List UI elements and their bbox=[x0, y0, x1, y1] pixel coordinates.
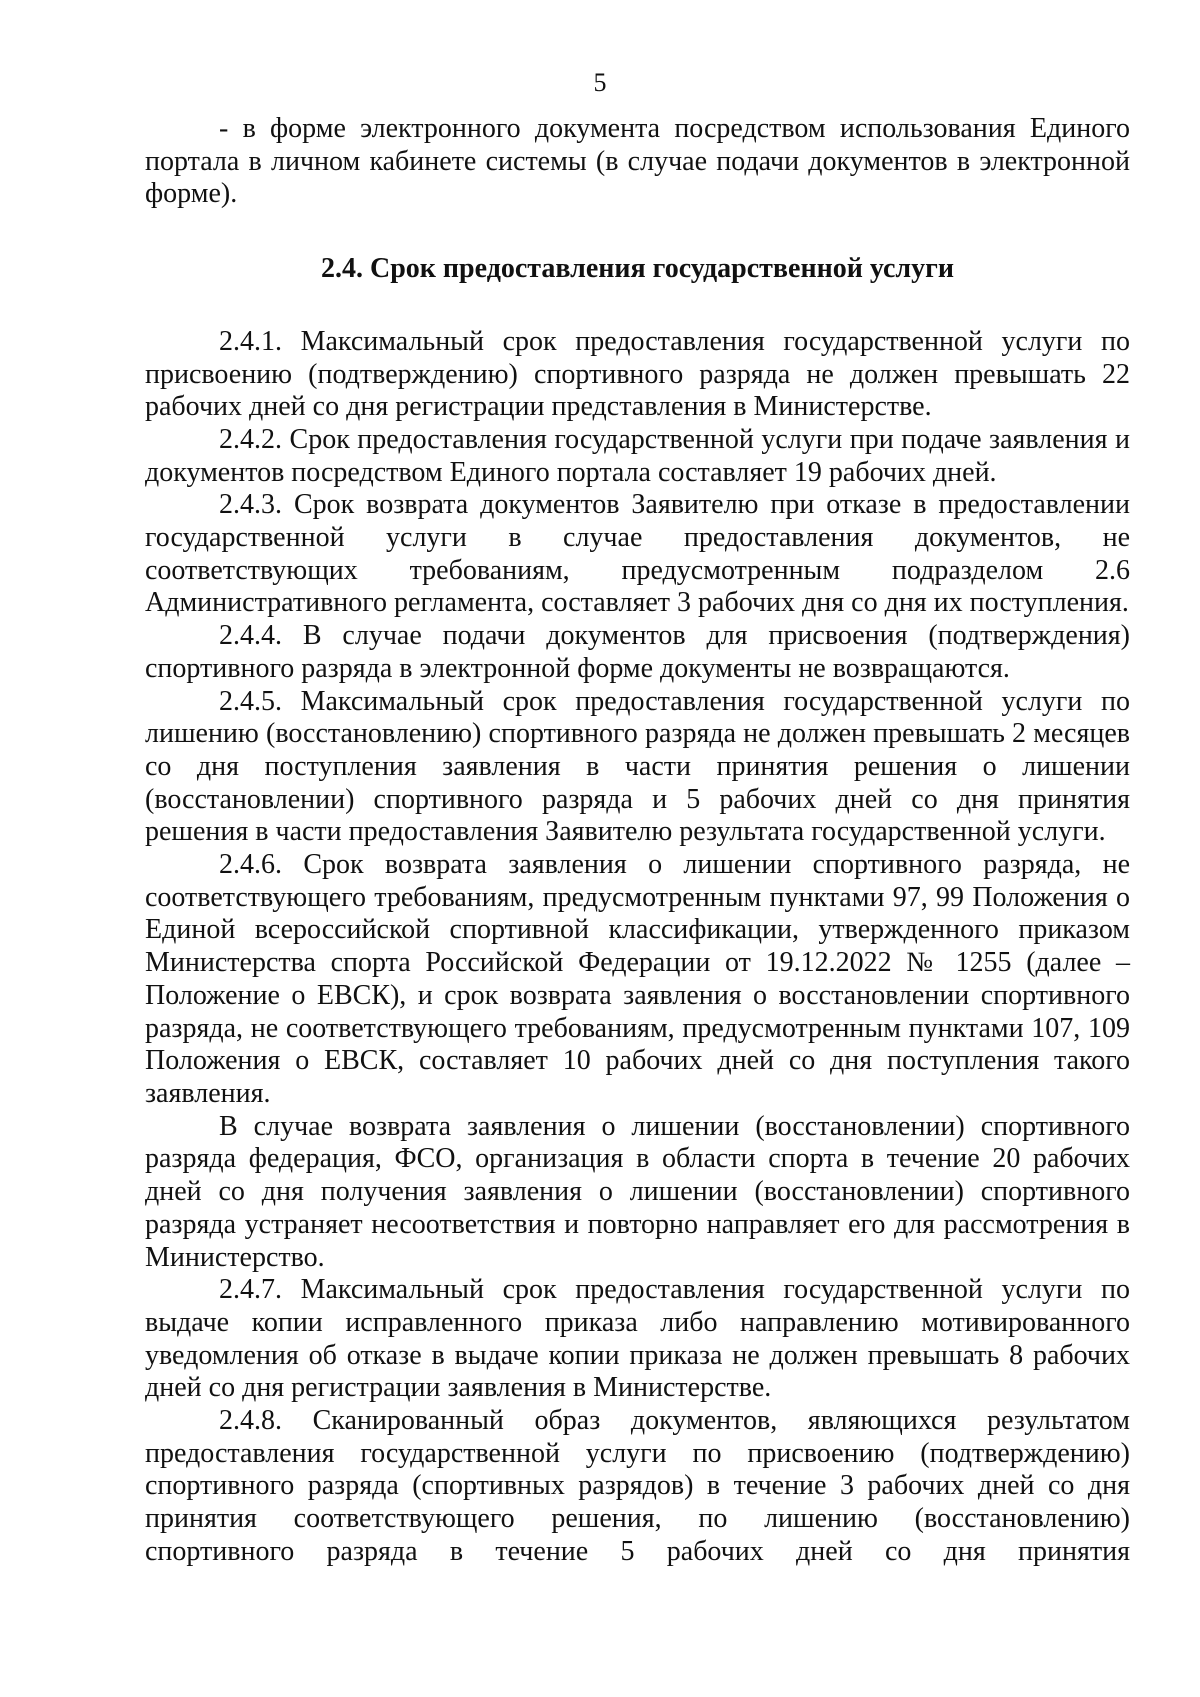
paragraph-2-4-1: 2.4.1. Максимальный срок предоставления государственной услуги по присвоению (подтверждению) спортивного разряда не должен превышать 22 рабочих дней со дня регистрации представления в Министерстве. bbox=[145, 325, 1130, 423]
document-body bbox=[145, 113, 1130, 1569]
paragraph-2-4-5: 2.4.5. Максимальный срок предоставления государственной услуги по лишению (восстановлению) спортивного разряда не должен превышать 2 месяцев со дня поступления заявления в части принятия решения о лишении (восстановлении) спортивного разряда и 5 рабочих дней со дня принятия решения в части предоставления Заявителю результата государственной услуги. bbox=[145, 685, 1130, 848]
paragraph-return-case: В случае возврата заявления о лишении (восстановлении) спортивного разряда федерация, ФСО, организация в области спорта в течение 20 рабочих дней со дня получения заявления о лишении (восстановлении) спортивного разряда устраняет несоответствия и повторно направляет его для рассмотрения в Министерство. bbox=[145, 1110, 1130, 1273]
paragraph-electronic-form: - в форме электронного документа посредством использования Единого портала в личном кабинете системы (в случае подачи документов в электронной форме). bbox=[145, 113, 1130, 210]
paragraph-2-4-6: 2.4.6. Срок возврата заявления о лишении спортивного разряда, не соответствующего требованиям, предусмотренным пунктами 97, 99 Положения о Единой всероссийской спортивной классификации, утвержденного приказом Министерства спорта Российской Федерации от 19.12.2022 № 1255 (далее – Положение о ЕВСК), и срок возврата заявления о восстановлении спортивного разряда, не соответствующего требованиям, предусмотренным пунктами 107, 109 Положения о ЕВСК, составляет 10 рабочих дней со дня поступления такого заявления. bbox=[145, 849, 1130, 1109]
section-heading: 2.4. Срок предоставления государственной услуги bbox=[321, 253, 954, 285]
paragraph-2-4-3: 2.4.3. Срок возврата документов Заявителю при отказе в предоставлении государственной услуги в случае предоставления документов, не соответствующих требованиям, предусмотренным подразделом 2.6 Административного регламента, составляет 3 рабочих дня со дня их поступления. bbox=[145, 489, 1130, 619]
paragraph-2-4-2: 2.4.2. Срок предоставления государственной услуги при подаче заявления и документов посредством Единого портала составляет 19 рабочих дней. bbox=[145, 423, 1130, 488]
paragraph-2-4-7: 2.4.7. Максимальный срок предоставления государственной услуги по выдаче копии исправленного приказа либо направлению мотивированного уведомления об отказе в выдаче копии приказа не должен превышать 8 рабочих дней со дня регистрации заявления в Министерстве. bbox=[145, 1274, 1130, 1404]
paragraph-2-4-4: 2.4.4. В случае подачи документов для присвоения (подтверждения) спортивного разряда в электронной форме документы не возвращаются. bbox=[145, 620, 1130, 684]
paragraph-2-4-8: 2.4.8. Сканированный образ документов, являющихся результатом предоставления государственной услуги по присвоению (подтверждению) спортивного разряда (спортивных разрядов) в течение 3 рабочих дней со дня принятия соответствующего решения, по лишению (восстановлению) спортивного разряда в течение 5 рабочих дней со дня принятия bbox=[145, 1405, 1130, 1567]
page-number: 5 bbox=[593, 68, 607, 97]
